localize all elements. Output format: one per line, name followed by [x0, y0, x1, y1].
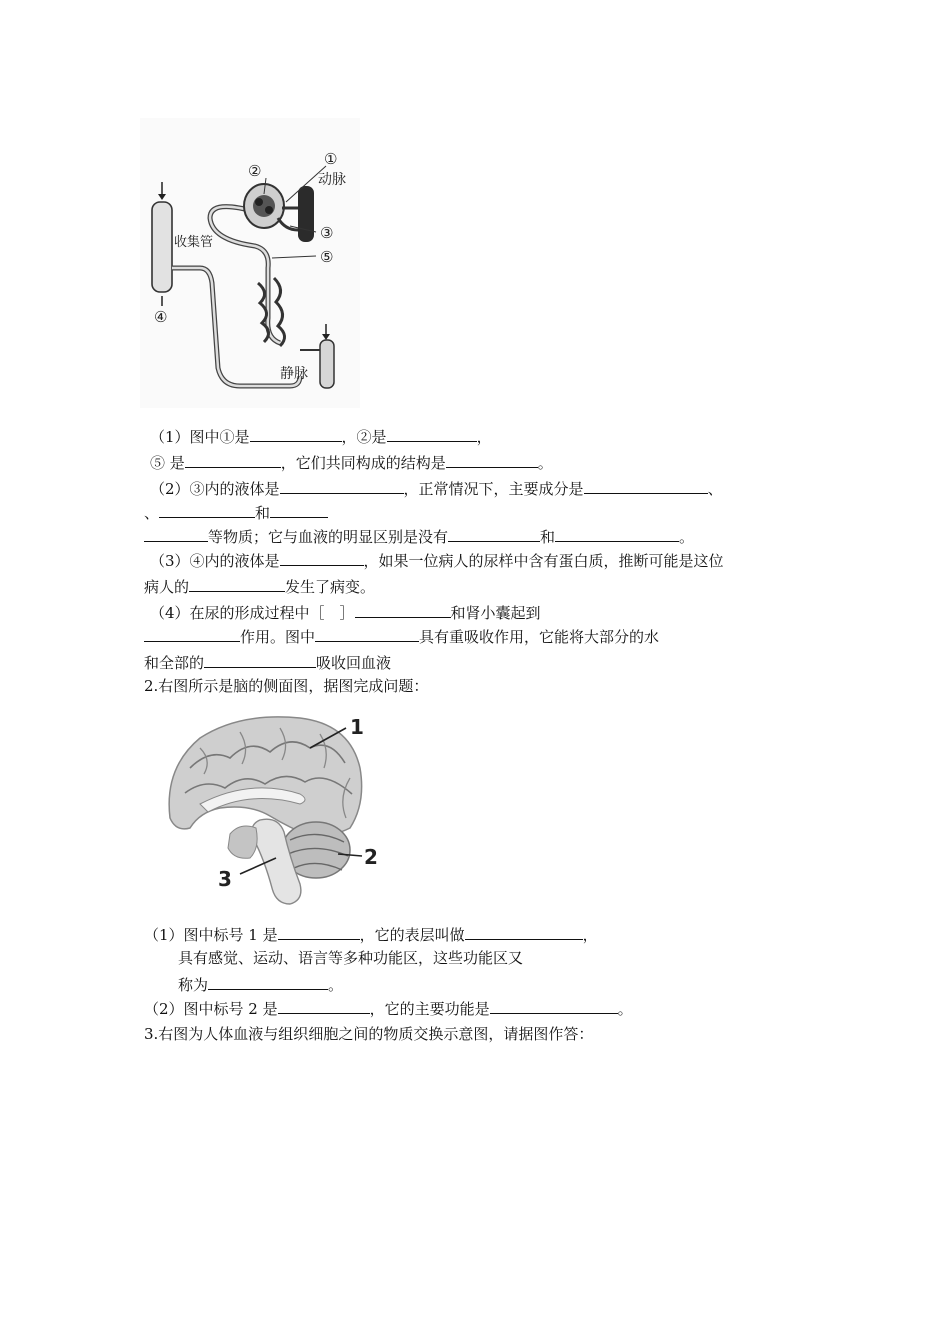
q1-line-8: （4）在尿的形成过程中［ ］ 和肾小囊起到	[150, 604, 541, 622]
q2-blank-3[interactable]	[208, 974, 328, 990]
q2-line-4: （2）图中标号 2 是 ，它的主要功能是 。	[144, 1000, 633, 1018]
q1-blank-8[interactable]	[270, 502, 328, 518]
q2-line-1: （1）图中标号 1 是 ，它的表层叫做 ，	[144, 926, 598, 944]
q1-line-2: ⑤ 是 ，它们共同构成的结构是 。	[150, 454, 553, 472]
q1-blank-1[interactable]	[250, 426, 342, 442]
nephron-figure	[140, 118, 360, 408]
q1-blank-13[interactable]	[189, 576, 285, 592]
q1-blank-10[interactable]	[448, 526, 540, 542]
q1-blank-15[interactable]	[144, 626, 240, 642]
q1-blank-11[interactable]	[555, 526, 679, 542]
q1-line-3: （2）③内的液体是 ，正常情况下，主要成分是 、	[150, 480, 723, 498]
kidney-label-collecting-duct: 收集管	[174, 235, 214, 250]
q2-blank-4[interactable]	[278, 998, 370, 1014]
q1-line-1: （1）图中①是 ，②是 ，	[150, 428, 492, 446]
kidney-label-1: ①	[324, 150, 338, 168]
brain-figure	[160, 708, 390, 908]
q1-blank-4[interactable]	[446, 452, 538, 468]
q1-blank-5[interactable]	[280, 478, 404, 494]
q2-line-3: 称为 。	[178, 976, 344, 994]
q3-title: 3.右图为人体血液与组织细胞之间的物质交换示意图，请据图作答：	[144, 1025, 594, 1043]
brain-label-3: 3	[218, 867, 232, 891]
kidney-label-5: ⑤	[320, 248, 334, 266]
brain-label-2: 2	[364, 845, 378, 869]
q1-blank-17[interactable]	[204, 652, 316, 668]
kidney-label-vein: 静脉	[280, 366, 308, 382]
q1-blank-12[interactable]	[280, 550, 364, 566]
q1-blank-3[interactable]	[185, 452, 281, 468]
q1-blank-9[interactable]	[144, 526, 208, 542]
kidney-label-artery: 动脉	[318, 172, 346, 188]
q2-blank-1[interactable]	[278, 924, 360, 940]
q1-blank-2[interactable]	[387, 426, 477, 442]
q1-blank-6[interactable]	[584, 478, 708, 494]
q1-line-6: （3）④内的液体是 ，如果一位病人的尿样中含有蛋白质，推断可能是这位	[150, 552, 724, 570]
q2-blank-2[interactable]	[465, 924, 583, 940]
q1-line-9: 作用。图中 具有重吸收作用，它能将大部分的水	[144, 626, 659, 647]
kidney-label-3: ③	[320, 224, 334, 242]
q1-line-7: 病人的 发生了病变。	[144, 578, 376, 596]
q2-title: 2.右图所示是脑的侧面图，据图完成问题：	[144, 677, 429, 695]
q1-blank-7[interactable]	[159, 502, 255, 518]
kidney-label-4: ④	[154, 308, 168, 326]
q1-blank-14[interactable]	[355, 602, 451, 618]
q1-line-5: 等物质；它与血液的明显区别是没有 和 。	[144, 526, 694, 547]
q1-line-10: 和全部的 吸收回血液	[144, 654, 392, 672]
brain-label-1: 1	[350, 715, 364, 739]
q2-line-2: 具有感觉、运动、语言等多种功能区，这些功能区又	[178, 949, 524, 967]
q1-line-4: 、 和	[144, 502, 328, 523]
q2-blank-5[interactable]	[490, 998, 618, 1014]
q1-blank-16[interactable]	[315, 626, 419, 642]
kidney-label-2: ②	[248, 162, 262, 180]
